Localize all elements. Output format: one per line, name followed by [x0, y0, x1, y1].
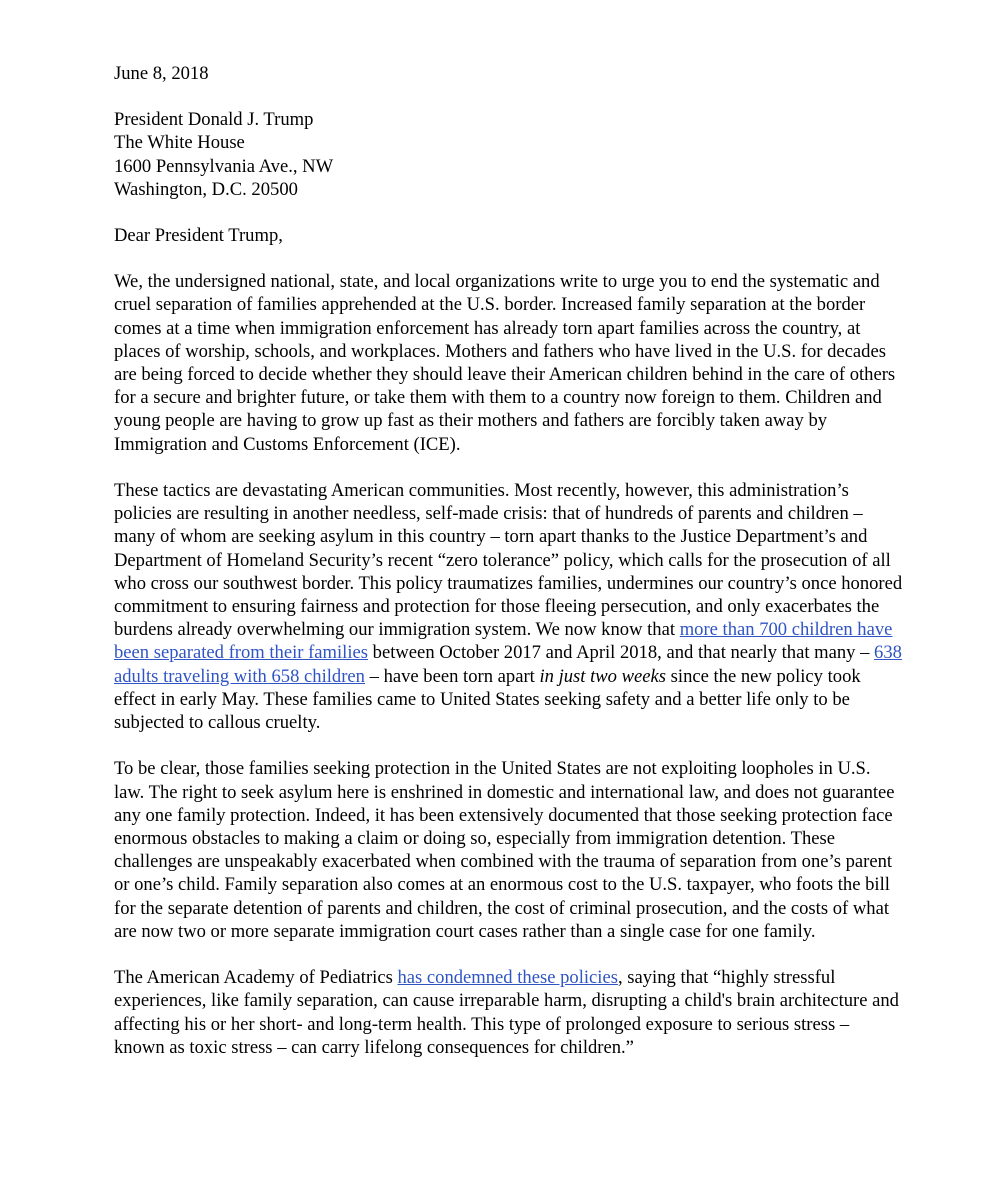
paragraph-2-text-1: These tactics are devastating American communities. Most recently, however, this administration’s policies are resulting in another needless, self-made crisis: that of hundreds of parents and children – many of whom are seeking asylum in this country – torn apart thanks to the Justice Department’s and Department of Homeland Security’s recent “zero tolerance” policy, which calls for the prosecution of all who cross our southwest border. This policy traumatizes families, undermines our country’s once honored commitment to ensuring fairness and protection for those fleeing persecution, and only exacerbates the burdens already overwhelming our immigration system. We now know that: [114, 480, 903, 641]
letter-body: [114, 62, 904, 1082]
recipient-address: [114, 108, 904, 201]
paragraph-1: We, the undersigned national, state, and local organizations write to urge you to end the systematic and cruel separation of families apprehended at the U.S. border. Increased family separation at the border comes at a time when immigration enforcement has already torn apart families across the country, at places of worship, schools, and workplaces. Mothers and fathers who have lived in the U.S. for decades are being forced to decide whether they should leave their American children behind in the care of others for a secure and brighter future, or take them with them to a country now foreign to them. Children and young people are having to grow up fast as their mothers and fathers are forcibly taken away by Immigration and Customs Enforcement (ICE).: [114, 271, 896, 455]
salutation: Dear President Trump,: [114, 225, 283, 247]
separated-children-link[interactable]: more than 700 children have been separated from their families: [114, 619, 893, 664]
recipient-name: President Donald J. Trump: [114, 109, 314, 131]
paragraph-2-text-4: since the new policy took effect in early May. These families came to United States seeking safety and a better life only to be subjected to callous cruelty.: [114, 665, 861, 734]
recipient-street: 1600 Pennsylvania Ave., NW: [114, 155, 334, 177]
paragraph-4-text-1: The American Academy of Pediatrics: [114, 967, 398, 989]
paragraph-4: [114, 966, 904, 1059]
recipient-city: Washington, D.C. 20500: [114, 178, 298, 200]
paragraph-3: To be clear, those families seeking protection in the United States are not exploiting loopholes in U.S. law. The right to seek asylum here is enshrined in domestic and international law, and does not guarantee any one family protection. Indeed, it has been extensively documented that those seeking protection face enormous obstacles to making a claim or doing so, especially from immigration detention. These challenges are unspeakably exacerbated when combined with the trauma of separation from one’s parent or one’s child. Family separation also comes at an enormous cost to the U.S. taxpayer, who foots the bill for the separate detention of parents and children, the cost of criminal prosecution, and the costs of what are now two or more separate immigration court cases rather than a single case for one family.: [114, 758, 895, 942]
paragraph-2-text-2: between October 2017 and April 2018, and that nearly that many –: [368, 642, 875, 664]
recipient-org: The White House: [114, 132, 245, 154]
aap-condemned-link[interactable]: has condemned these policies: [397, 967, 618, 989]
paragraph-4-text-2: , saying that “highly stressful experiences, like family separation, can cause irreparable harm, disrupting a child's brain architecture and affecting his or her short- and long-term health. This type of prolonged exposure to serious stress – known as toxic stress – can carry lifelong consequences for children.”: [114, 967, 899, 1058]
paragraph-2: [114, 479, 904, 734]
paragraph-2-italic: in just two weeks: [539, 665, 667, 687]
paragraph-2-text-3: – have been torn apart: [364, 665, 540, 687]
adults-children-link[interactable]: 638 adults traveling with 658 children: [114, 642, 902, 687]
letter-date: June 8, 2018: [114, 63, 209, 84]
